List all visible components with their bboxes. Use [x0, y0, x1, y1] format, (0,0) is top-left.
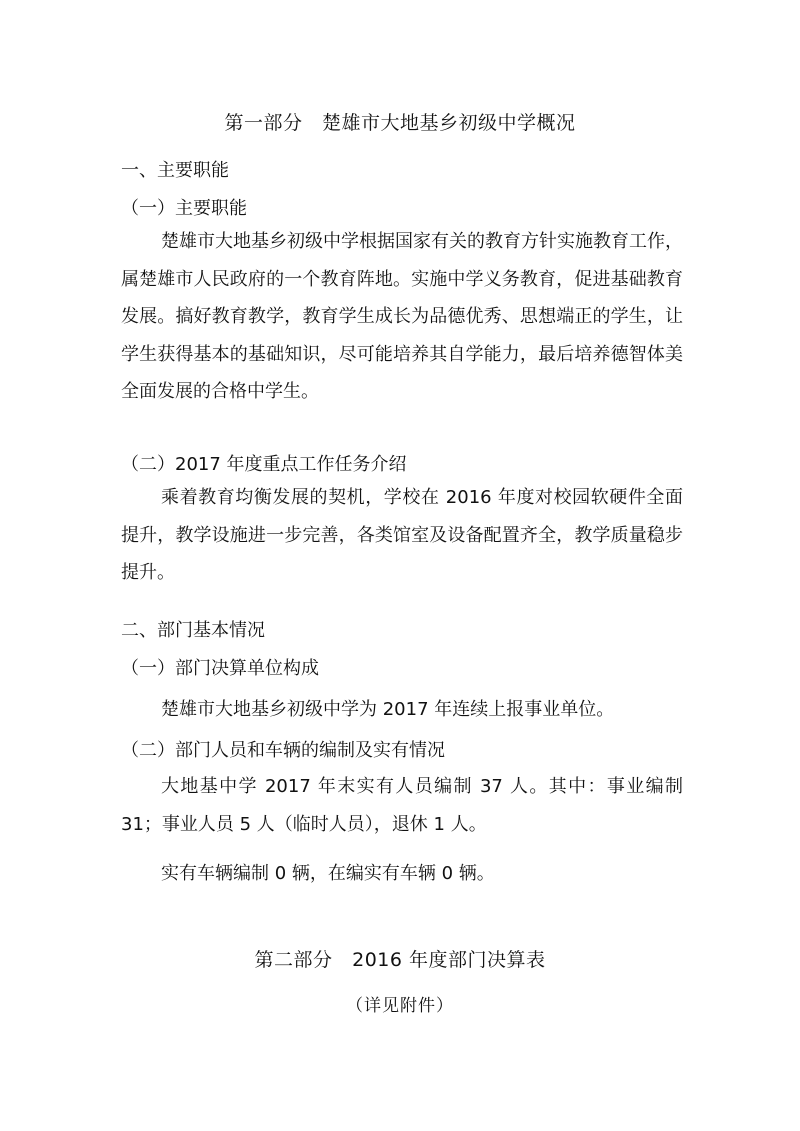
part1-title: 第一部分 楚雄市大地基乡初级中学概况 — [224, 112, 576, 134]
section1-heading: 一、主要职能 — [121, 160, 229, 181]
section2-sub2-heading: （二）部门人员和车辆的编制及实有情况 — [121, 740, 445, 761]
section1-sub2-body: 乘着教育均衡发展的契机，学校在 2016 年度对校园软硬件全面提升，教学设施进一步完善，各类馆室及设备配置齐全，教学质量稳步提升。 — [121, 487, 683, 584]
section2-vehicles: 实有车辆编制 0 辆，在编实有车辆 0 辆。 — [161, 863, 495, 884]
section1-sub1-heading: （一）主要职能 — [121, 198, 247, 219]
section1-sub1-body: 楚雄市大地基乡初级中学根据国家有关的教育方针实施教育工作，属楚雄市人民政府的一个教育阵地。实施中学义务教育，促进基础教育发展。搞好教育教学，教育学生成长为品德优秀、思想端正的学生，让学生获得基本的基础知识，尽可能培养其自学能力，最后培养德智体美全面发展的合格中学生。 — [121, 231, 683, 403]
section1-sub2-heading: （二）2017 年度重点工作任务介绍 — [121, 454, 407, 475]
section2-sub1-body: 楚雄市大地基乡初级中学为 2017 年连续上报事业单位。 — [161, 699, 615, 720]
section2-sub2-body: 大地基中学 2017 年末实有人员编制 37 人。其中：事业编制 31；事业人员 5 人（临时人员），退休 1 人。 — [121, 776, 683, 835]
section2-heading: 二、部门基本情况 — [121, 620, 265, 641]
part2-note: （详见附件） — [346, 996, 454, 1016]
section2-sub1-heading: （一）部门决算单位构成 — [121, 658, 319, 679]
part2-title: 第二部分 2016 年度部门决算表 — [254, 949, 546, 971]
